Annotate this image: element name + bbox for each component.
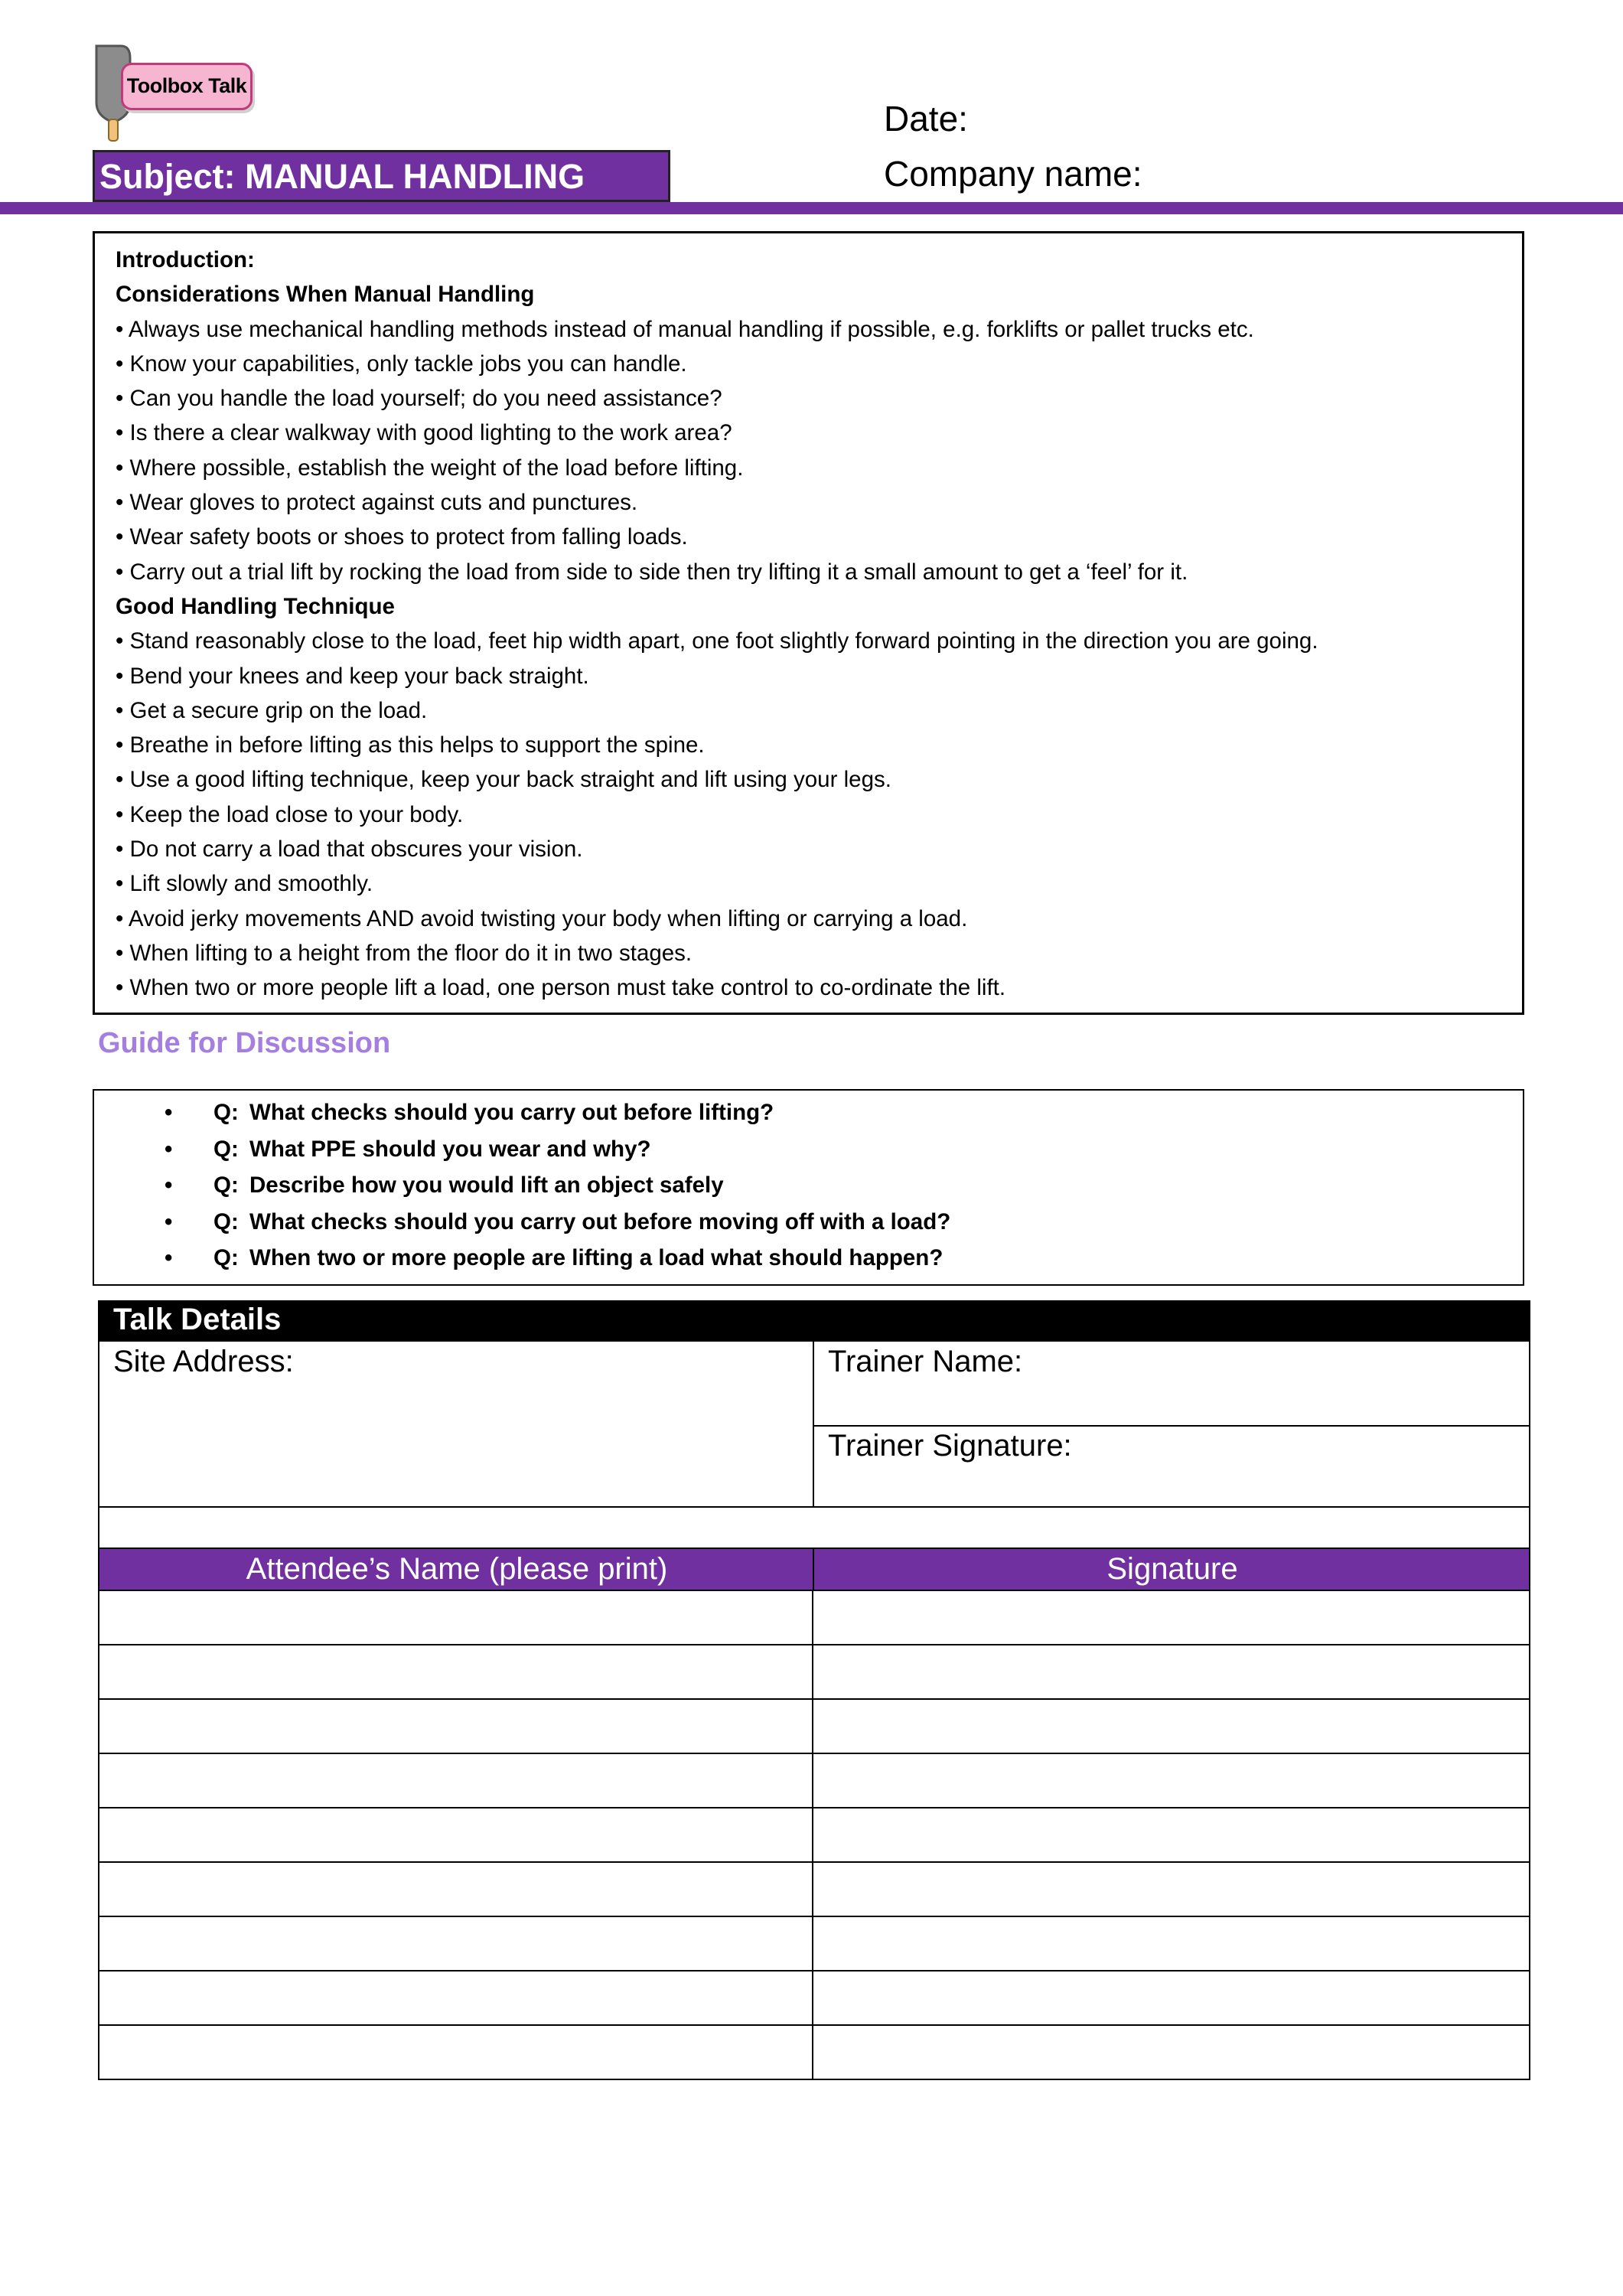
question-text: What checks should you carry out before lifting?: [249, 1100, 774, 1125]
logo-text: Toolbox Talk: [126, 74, 247, 97]
attendee-signature-cell[interactable]: [813, 1862, 1530, 1916]
attendee-name-cell[interactable]: [99, 1971, 813, 2025]
intro-heading: Considerations When Manual Handling: [116, 282, 535, 308]
attendee-signature-cell[interactable]: [813, 1971, 1530, 2025]
intro-bullet: • Breathe in before lifting as this helps to support the spine.: [116, 732, 705, 758]
bullet-icon: •: [165, 1208, 173, 1234]
attendee-name-header: Attendee’s Name (please print): [246, 1552, 668, 1586]
bullet-icon: •: [165, 1136, 173, 1162]
intro-heading: Good Handling Technique: [116, 593, 395, 619]
site-address-label: Site Address:: [113, 1345, 294, 1378]
intro-bullet: • Know your capabilities, only tackle jobs you can handle.: [116, 351, 687, 377]
subject-title: Subject: MANUAL HANDLING: [99, 157, 585, 196]
intro-bullet: • Keep the load close to your body.: [116, 801, 464, 827]
discussion-question: [94, 1100, 1523, 1137]
attendee-row: [99, 1916, 1530, 1971]
grid-divider-trainer: [813, 1425, 1530, 1427]
discussion-question: [94, 1245, 1523, 1282]
intro-bullet: • Stand reasonably close to the load, feet hip width apart, one foot slightly forward pointing in the direction you are going.: [116, 628, 1318, 654]
question-prefix: Q:: [213, 1172, 239, 1198]
attendee-signature-cell[interactable]: [813, 1590, 1530, 1645]
intro-bullet: • Lift slowly and smoothly.: [116, 871, 373, 897]
bullet-icon: •: [165, 1100, 173, 1125]
introduction-box: [93, 231, 1524, 1015]
attendee-row: [99, 1971, 1530, 2025]
bullet-icon: •: [165, 1172, 173, 1198]
intro-heading: Introduction:: [116, 247, 255, 272]
attendee-row: [99, 1699, 1530, 1753]
question-prefix: Q:: [213, 1245, 239, 1270]
attendee-name-cell[interactable]: [99, 1916, 813, 1971]
question-prefix: Q:: [213, 1100, 239, 1125]
discussion-questions-box: [93, 1089, 1524, 1286]
spacer-row: [98, 1506, 1530, 1549]
attendee-table-header: [98, 1548, 1530, 1591]
intro-bullet: • When lifting to a height from the floor do it in two stages.: [116, 940, 693, 966]
attendee-row: [99, 1645, 1530, 1699]
grid-divider-vertical: [813, 1341, 814, 1508]
toolbox-talk-logo: [83, 43, 256, 142]
intro-bullet: • Is there a clear walkway with good lighting to the work area?: [116, 420, 732, 446]
question-prefix: Q:: [213, 1136, 239, 1162]
header-divider-vertical: [813, 1548, 814, 1591]
attendee-signature-cell[interactable]: [813, 1753, 1530, 1808]
question-text: Describe how you would lift an object safely: [249, 1172, 724, 1198]
date-label: Date:: [884, 99, 968, 139]
intro-bullet: • Use a good lifting technique, keep your back straight and lift using your legs.: [116, 767, 891, 793]
attendee-name-cell[interactable]: [99, 1808, 813, 1862]
discussion-question: [94, 1209, 1523, 1246]
trainer-name-label: Trainer Name:: [828, 1345, 1023, 1378]
intro-bullet: • Do not carry a load that obscures your vision.: [116, 837, 583, 863]
signature-header: Signature: [1106, 1552, 1238, 1586]
attendee-row: [99, 1753, 1530, 1808]
attendee-name-cell[interactable]: [99, 2025, 813, 2079]
intro-bullet: • Carry out a trial lift by rocking the load from side to side then try lifting it a small amount to get a ‘feel’ for it.: [116, 559, 1188, 585]
attendee-name-cell[interactable]: [99, 1699, 813, 1753]
intro-bullet: • When two or more people lift a load, one person must take control to co-ordinate the lift.: [116, 975, 1006, 1001]
attendee-name-cell[interactable]: [99, 1753, 813, 1808]
talk-details-grid: [98, 1341, 1530, 1508]
intro-bullet: • Get a secure grip on the load.: [116, 697, 428, 723]
attendee-row: [99, 2025, 1530, 2079]
talk-details-header: [98, 1300, 1530, 1342]
intro-bullet: • Bend your knees and keep your back straight.: [116, 663, 589, 689]
header-divider: [0, 202, 1623, 214]
attendee-row: [99, 1862, 1530, 1916]
attendee-row: [99, 1808, 1530, 1862]
attendee-signature-cell[interactable]: [813, 2025, 1530, 2079]
attendee-name-cell[interactable]: [99, 1645, 813, 1699]
bullet-icon: •: [165, 1245, 173, 1270]
discussion-heading: Guide for Discussion: [98, 1027, 391, 1059]
attendee-signature-cell[interactable]: [813, 1916, 1530, 1971]
intro-bullet: • Wear gloves to protect against cuts and punctures.: [116, 490, 638, 516]
attendee-table: [98, 1590, 1530, 2080]
subject-banner: [93, 150, 670, 202]
attendee-name-cell[interactable]: [99, 1590, 813, 1645]
company-name-label: Company name:: [884, 154, 1142, 194]
question-text: When two or more people are lifting a load what should happen?: [249, 1245, 943, 1270]
intro-bullet: • Avoid jerky movements AND avoid twisting your body when lifting or carrying a load.: [116, 905, 968, 931]
trainer-signature-label: Trainer Signature:: [828, 1429, 1072, 1463]
talk-details-title: Talk Details: [113, 1303, 282, 1336]
discussion-question: [94, 1172, 1523, 1209]
question-text: What PPE should you wear and why?: [249, 1136, 651, 1162]
intro-bullet: • Can you handle the load yourself; do you need assistance?: [116, 386, 722, 412]
intro-bullet: • Wear safety boots or shoes to protect from falling loads.: [116, 524, 688, 550]
question-prefix: Q:: [213, 1208, 239, 1234]
discussion-question: [94, 1137, 1523, 1173]
attendee-name-cell[interactable]: [99, 1862, 813, 1916]
attendee-signature-cell[interactable]: [813, 1699, 1530, 1753]
intro-bullet: • Where possible, establish the weight of the load before lifting.: [116, 455, 744, 481]
attendee-row: [99, 1590, 1530, 1645]
attendee-signature-cell[interactable]: [813, 1808, 1530, 1862]
intro-bullet: • Always use mechanical handling methods instead of manual handling if possible, e.g. forklifts or pallet trucks etc.: [116, 316, 1254, 342]
question-text: What checks should you carry out before moving off with a load?: [249, 1208, 951, 1234]
attendee-signature-cell[interactable]: [813, 1645, 1530, 1699]
